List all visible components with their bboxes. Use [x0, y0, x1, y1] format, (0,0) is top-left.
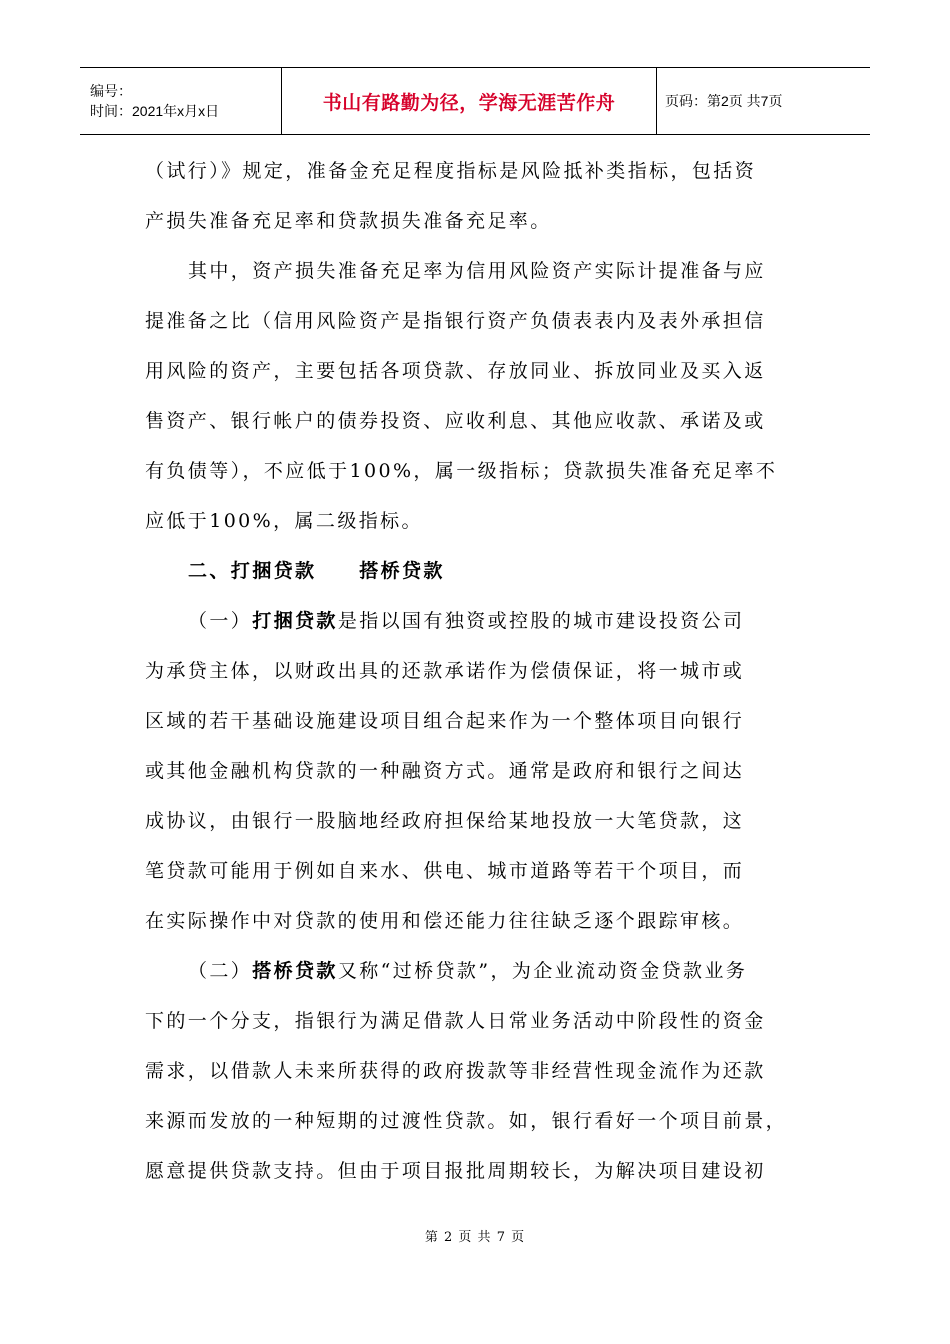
term-bold: 搭桥贷款: [252, 960, 338, 982]
body-line: 其中，资产损失准备充足率为信用风险资产实际计提准备与应: [188, 260, 766, 282]
body-line: 或其他金融机构贷款的一种融资方式。通常是政府和银行之间达: [145, 760, 745, 782]
body-line: 应低于100%，属二级指标。: [145, 510, 423, 532]
body-line: 需求，以借款人未来所获得的政府拨款等非经营性现金流作为还款: [145, 1060, 766, 1082]
body-line: 提准备之比（信用风险资产是指银行资产负债表表内及表外承担信: [145, 310, 766, 332]
body-line: 来源而发放的一种短期的过渡性贷款。如，银行看好一个项目前景，: [145, 1110, 788, 1132]
paragraph-number: （一）: [188, 610, 253, 632]
body-line: 产损失准备充足率和贷款损失准备充足率。: [145, 210, 552, 232]
header-meta: [80, 68, 282, 134]
paragraph-text: 是指以国有独资或控股的城市建设投资公司: [337, 610, 745, 632]
section-heading: 二、打捆贷款 搭桥贷款: [188, 560, 445, 582]
body-line: 笔贷款可能用于例如自来水、供电、城市道路等若干个项目，而: [145, 860, 745, 882]
header-motto-text: 书山有路勤为径，学海无涯苦作舟: [322, 91, 616, 114]
body-line: 在实际操作中对贷款的使用和偿还能力往往缺乏逐个跟踪审核。: [145, 910, 745, 932]
body-line: 愿意提供贷款支持。但由于项目报批周期较长，为解决项目建设初: [145, 1160, 766, 1182]
term-bold: 打捆贷款: [252, 610, 338, 632]
header-page-info: [657, 68, 870, 134]
page-footer: 第 2 页 共 7 页: [424, 1230, 526, 1245]
body-line: 成协议，由银行一股脑地经政府担保给某地投放一大笔贷款，这: [145, 810, 745, 832]
header-page-info-text: 页码：第2页 共7页: [665, 93, 783, 109]
body-line: [188, 958, 747, 984]
header-time-label: 时间：2021年x月x日: [90, 103, 220, 119]
body-line: 为承贷主体，以财政出具的还款承诺作为偿债保证，将一城市或: [145, 660, 745, 682]
body-line: [188, 608, 744, 634]
header-number-label: 编号：: [90, 83, 132, 99]
body-line: 用风险的资产，主要包括各项贷款、存放同业、拆放同业及买入返: [145, 360, 766, 382]
body-line: 区域的若干基础设施建设项目组合起来作为一个整体项目向银行: [145, 710, 745, 732]
page-header: [80, 67, 870, 135]
body-line: （试行）》规定，准备金充足程度指标是风险抵补类指标，包括资: [145, 160, 757, 182]
body-line: 下的一个分支，指银行为满足借款人日常业务活动中阶段性的资金: [145, 1010, 766, 1032]
body-line: 售资产、银行帐户的债券投资、应收利息、其他应收款、承诺及或: [145, 410, 766, 432]
paragraph-number: （二）: [188, 960, 253, 982]
body-line: 有负债等），不应低于100%，属一级指标；贷款损失准备充足率不: [145, 460, 778, 482]
header-motto: [282, 68, 657, 134]
paragraph-text: 又称“过桥贷款”，为企业流动资金贷款业务: [337, 960, 748, 982]
